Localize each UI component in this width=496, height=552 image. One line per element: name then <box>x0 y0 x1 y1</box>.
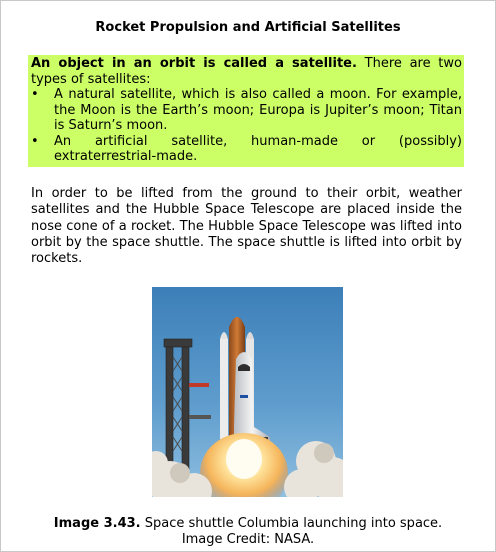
bullet-icon: • <box>31 133 39 149</box>
bullet-icon: • <box>31 87 39 102</box>
caption-line <box>0 516 496 532</box>
list-item-text: An artificial satellite, human-made or (possibly) extraterrestrial-made. <box>54 133 462 164</box>
highlight-lead: An object in an orbit is called a satellite. <box>31 56 357 71</box>
list-item <box>31 87 462 134</box>
highlight-lead-rest: There are two types of satellites: <box>31 56 462 87</box>
list-item-text: A natural satellite, which is also called a moon. For example, the Moon is the Earth’s moon; Europa is Jupiter’s moon; Titan is Saturn’s moon. <box>54 87 462 133</box>
list-item <box>31 134 462 165</box>
highlight-text <box>31 56 462 165</box>
caption-text: Space shuttle Columbia launching into space. <box>140 516 443 531</box>
image-caption <box>0 516 496 548</box>
page-title: Rocket Propulsion and Artificial Satellites <box>95 20 401 35</box>
caption-label: Image 3.43. <box>53 516 141 531</box>
shuttle-launch-illustration <box>152 287 343 497</box>
satellite-types-list <box>31 87 462 165</box>
shuttle-launch-image <box>152 287 343 497</box>
image-credit: Image Credit: NASA. <box>181 532 315 547</box>
body-paragraph: In order to be lifted from the ground to their orbit, weather satellites and the Hubble Space Telescope are placed inside the nose cone of a rocket. The Hubble Space Telescope was lifted into orbit by the space shuttle. The space shuttle is lifted into orbit by rockets. <box>31 186 462 267</box>
highlight-intro <box>31 56 462 87</box>
